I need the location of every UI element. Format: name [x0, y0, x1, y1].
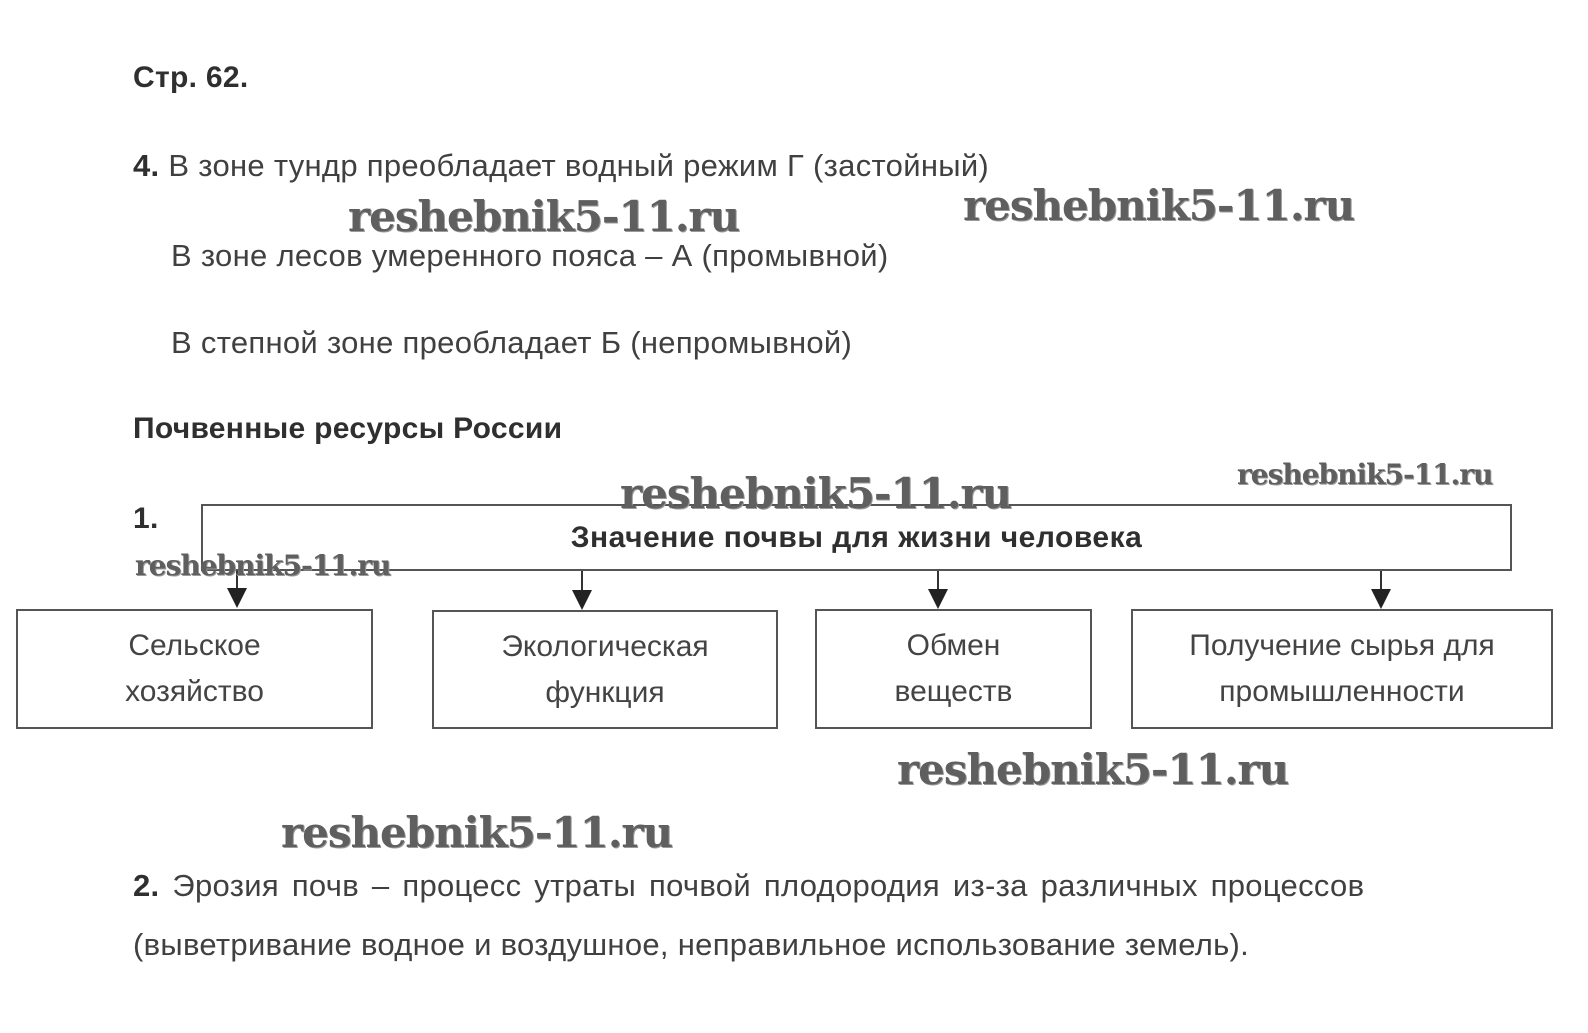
- watermark: reshebnik5-11.ru: [135, 549, 391, 582]
- diagram-box-ecology: [432, 610, 778, 729]
- box3-line2: веществ: [894, 675, 1013, 708]
- task4-line1-text: В зоне тундр преобладает водный режим Г (застойный): [168, 148, 990, 183]
- box3-line1: Обмен: [906, 629, 1001, 662]
- task2-line1: [133, 868, 1364, 904]
- watermark: reshebnik5-11.ru: [1237, 458, 1493, 491]
- box2-line2: функция: [545, 675, 665, 709]
- task4-number: 4.: [133, 148, 160, 183]
- task4-line2: В зоне лесов умеренного пояса – А (промывной): [171, 238, 889, 273]
- box1-line1: Сельское: [128, 629, 261, 662]
- task2-number: 2.: [133, 868, 160, 903]
- arrowhead-3: [928, 589, 948, 609]
- box2-line1: Экологическая: [501, 629, 709, 663]
- arrowhead-2: [572, 590, 592, 610]
- task1-number: 1.: [133, 502, 159, 535]
- diagram-box-raw-materials: [1131, 609, 1553, 729]
- box1-line2: хозяйство: [125, 675, 264, 708]
- task2-line1-text: Эрозия почв – процесс утраты почвой плодородия из-за различных процессов: [172, 868, 1365, 903]
- diagram-box-agriculture: [16, 609, 373, 729]
- box4-line1: Получение сырья для: [1189, 629, 1495, 662]
- task4-line3: В степной зоне преобладает Б (непромывной): [171, 325, 853, 360]
- watermark: reshebnik5-11.ru: [963, 181, 1355, 230]
- diagram-box-metabolism: [815, 609, 1092, 729]
- page-reference: Стр. 62.: [133, 61, 249, 94]
- watermark: reshebnik5-11.ru: [620, 469, 1012, 518]
- task2-line2: (выветривание водное и воздушное, неправильное использование земель).: [133, 927, 1250, 962]
- watermark: reshebnik5-11.ru: [281, 808, 673, 857]
- arrowhead-1: [227, 588, 247, 608]
- box4-line2: промышленности: [1219, 675, 1465, 708]
- diagram-title: Значение почвы для жизни человека: [570, 520, 1143, 554]
- arrowhead-4: [1371, 589, 1391, 609]
- watermark: reshebnik5-11.ru: [348, 192, 740, 241]
- watermark: reshebnik5-11.ru: [897, 745, 1289, 794]
- section-title: Почвенные ресурсы России: [133, 412, 563, 445]
